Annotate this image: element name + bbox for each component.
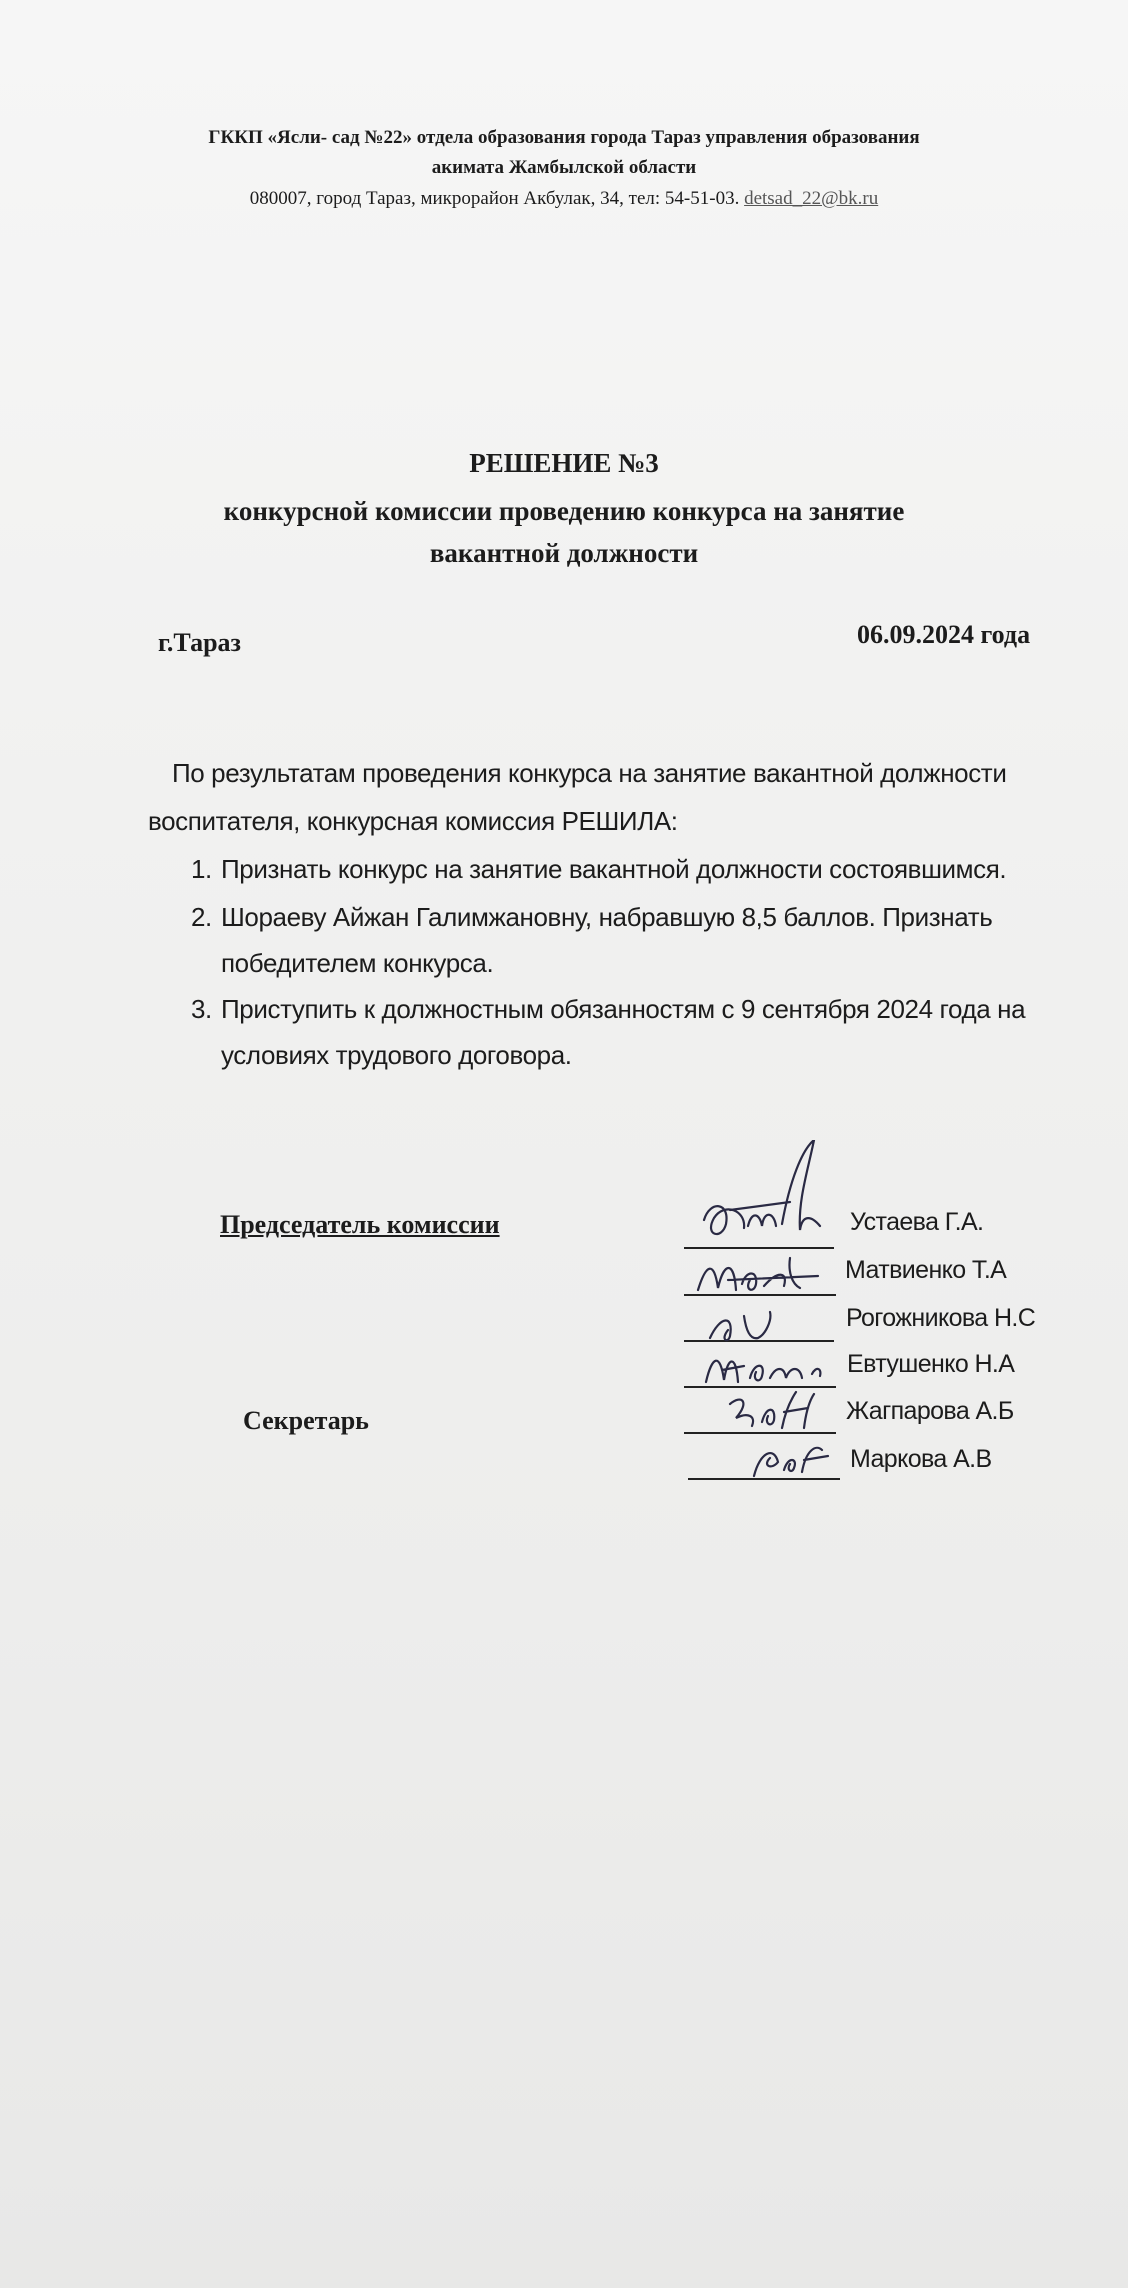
list-item-number: 1. <box>191 854 212 884</box>
signature-evtushenko-image <box>692 1344 842 1390</box>
list-item: Приступить к должностным обязанностям с 9 сентября 2024 года на <box>221 994 1026 1024</box>
org-address-line <box>0 188 1128 210</box>
list-item: Признать конкурс на занятие вакантной должности состоявшимся. <box>221 854 1007 884</box>
chair-label: Председатель комиссии <box>220 1210 500 1239</box>
member-name-matvienko: Матвиенко Т.А <box>845 1256 1007 1284</box>
list-item-number: 2. <box>191 902 212 932</box>
list-item-continuation: условиях трудового договора. <box>221 1040 572 1070</box>
signature-ustaeva-image <box>690 1140 850 1250</box>
signature-zhagparova-image <box>722 1388 832 1434</box>
decision-title: РЕШЕНИЕ №3 <box>469 448 659 478</box>
member-name-zhagparova: Жагпарова А.Б <box>846 1397 1014 1425</box>
member-name-rogozhnikova: Рогожникова Н.С <box>846 1304 1036 1332</box>
decision-date: 06.09.2024 года <box>857 620 1031 649</box>
member-name-evtushenko: Евтушенко Н.А <box>847 1350 1015 1378</box>
intro-line1: По результатам проведения конкурса на занятие вакантной должности <box>172 758 1007 788</box>
secretary-label: Секретарь <box>243 1406 369 1435</box>
member-name-ustaeva: Устаева Г.А. <box>850 1208 984 1236</box>
signature-matvienko-image <box>688 1250 848 1300</box>
decision-subtitle-line2: вакантной должности <box>429 538 699 568</box>
signature-markova-image <box>744 1436 844 1482</box>
list-item: Шораеву Айжан Галимжановну, набравшую 8,5 баллов. Признать <box>221 902 993 932</box>
list-item-continuation: победителем конкурса. <box>221 948 494 978</box>
org-email: detsad_22@bk.ru <box>744 188 879 209</box>
org-name-line2: акимата Жамбылской области <box>431 157 697 178</box>
member-name-markova: Маркова А.В <box>850 1445 992 1473</box>
signature-rogozhnikova-image <box>700 1306 820 1346</box>
org-name-line1: ГККП «Ясли- сад №22» отдела образования города Тараз управления образования <box>208 127 920 148</box>
decision-city: г.Тараз <box>158 628 241 657</box>
list-item-number: 3. <box>191 994 212 1024</box>
org-address: 080007, город Тараз, микрорайон Акбулак, 34, тел: 54-51-03. <box>249 188 740 209</box>
decision-subtitle-line1: конкурсной комиссии проведению конкурса на занятие <box>223 496 905 526</box>
intro-line2: воспитателя, конкурсная комиссия РЕШИЛА: <box>148 806 678 836</box>
